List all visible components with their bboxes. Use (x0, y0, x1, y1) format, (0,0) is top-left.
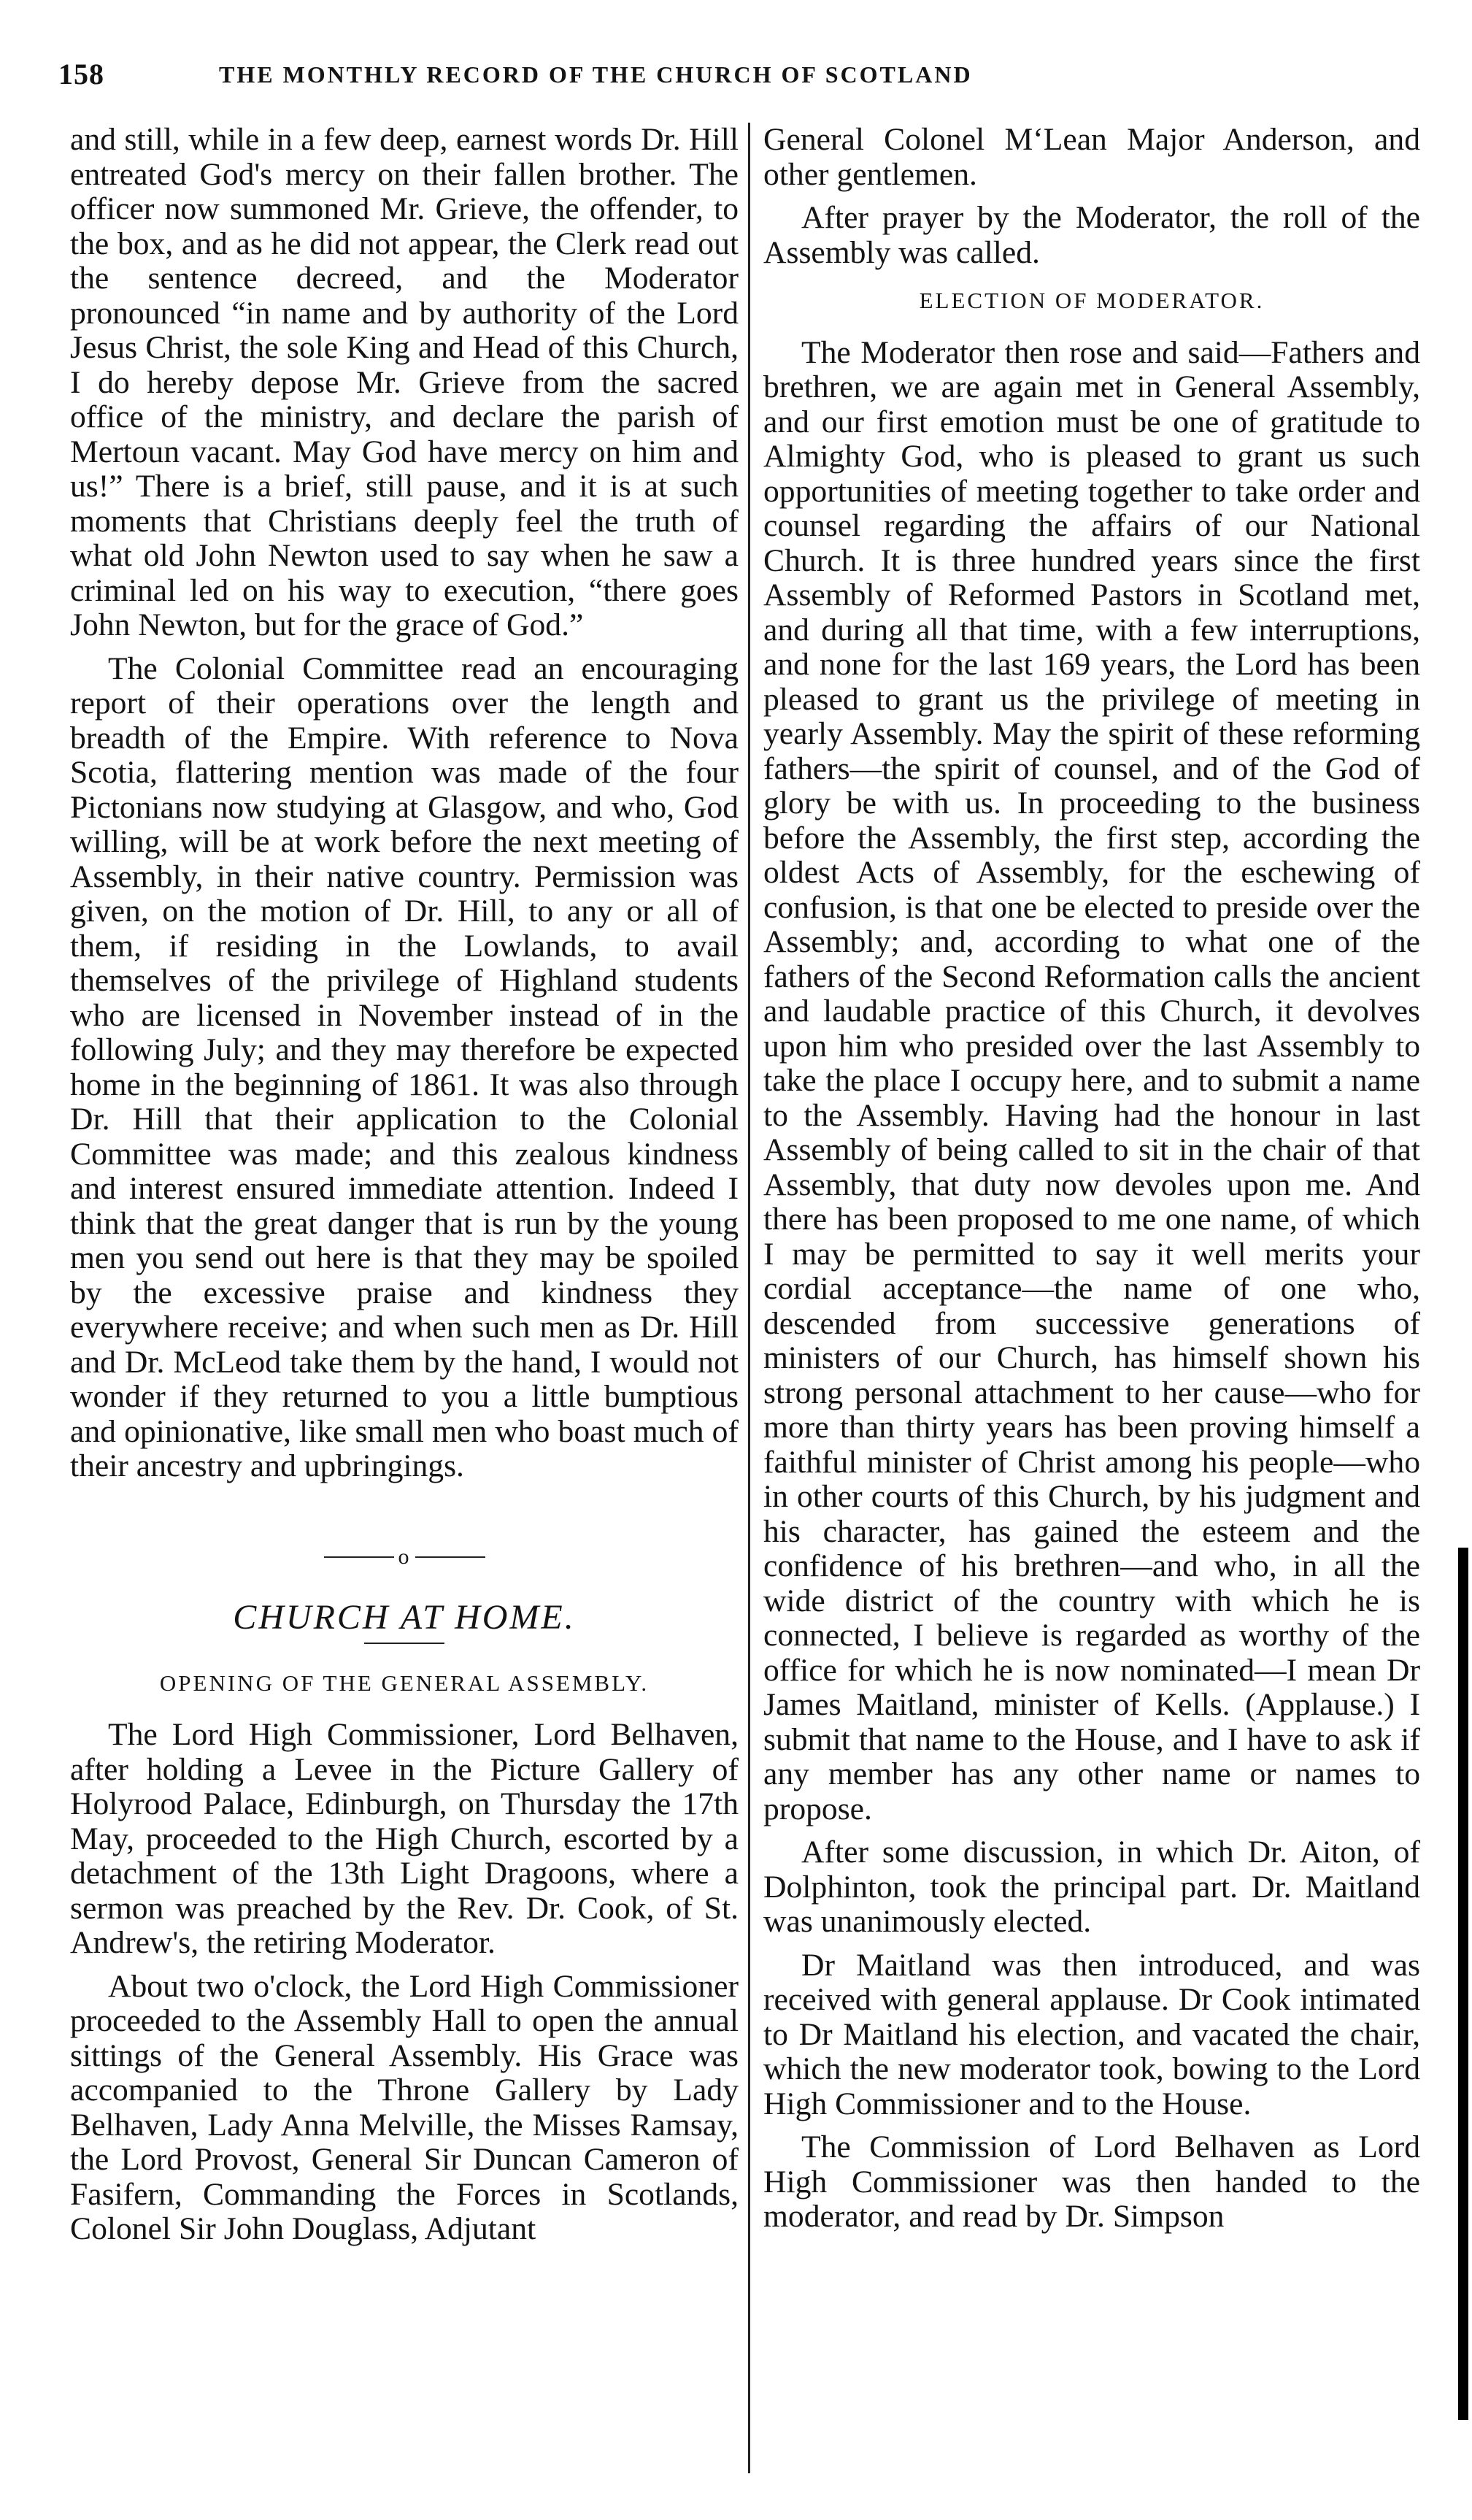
section-heading-election: ELECTION OF MODERATOR. (919, 288, 1265, 313)
right-column (763, 123, 1420, 2243)
section-heading-opening: OPENING OF THE GENERAL ASSEMBLY. (159, 1670, 650, 1696)
binding-edge-shadow (1458, 1548, 1468, 2420)
right-paragraph-1: General Colonel M‘Lean Major Anderson, and other gentlemen. (763, 122, 1420, 192)
department-heading: CHURCH AT HOME. (233, 1598, 576, 1637)
left-paragraph-1: and still, while in a few deep, earnest words Dr. Hill entreated God's mercy on their fallen brother. The officer now summoned Mr. Grieve, the offender, to the box, and as he did not appear, the Clerk read out the sentence decreed, and the Moderator pronounced “in name and by authority of the Lord Jesus Christ, the sole King and Head of this Church, I do hereby depose Mr. Grieve from the sacred office of the ministry, and declare the parish of Mertoun vacant. May God have mercy on him and us!” There is a brief, still pause, and it is at such moments that Christians deeply feel the truth of what old John Newton used to say when he saw a criminal led on his way to execution, “there goes John Newton, but for the grace of God.” (70, 122, 739, 642)
section-divider (70, 1538, 739, 1575)
column-rule (748, 123, 750, 2473)
left-column (70, 123, 739, 2256)
divider-line-left (324, 1556, 394, 1558)
right-paragraph-6: The Commission of Lord Belhaven as Lord High Commissioner was then handed to the moderator, and read by Dr. Simpson (763, 2129, 1420, 2234)
divider-line-right (415, 1556, 485, 1558)
right-paragraph-2: After prayer by the Moderator, the roll of the Assembly was called. (763, 200, 1420, 270)
department-underline (364, 1643, 444, 1644)
right-paragraph-3: The Moderator then rose and said—Fathers and brethren, we are again met in General Assembly, and our first emotion must be one of gratitude to Almighty God, who is pleased to grant us such opportunities of meeting together to take order and counsel regarding the affairs of our National Church. It is three hundred years since the first Assembly of Reformed Pastors in Scotland met, and during all that time, with a few interruptions, and none for the last 169 years, the Lord has been pleased to grant us the privilege of meeting in yearly Assembly. May the spirit of these reforming fathers—the spirit of counsel, and of the God of glory be with us. In proceeding to the business before the Assembly, the first step, according the oldest Acts of Assembly, for the eschewing of confusion, is that one be elected to preside over the Assembly; and, according to what one of the fathers of the Second Reformation calls the ancient and laudable practice of this Church, it devolves upon him who presided over the last Assembly to take the place I occupy here, and to submit a name to the Assembly. Having had the honour in last Assembly of being called to sit in the chair of that Assembly, that duty now devoles upon me. And there has been proposed to me one name, of which I may be permitted to say it well merits your cordial acceptance—the name of one who, descended from successive generations of ministers of our Church, has himself shown his strong personal attachment to her cause—who for more than thirty years has been proving himself a faithful minister of Christ among his people—who in other courts of this Church, by his judgment and his character, has gained the esteem and the confidence of his brethren—and who, in all the wide district of the country with which he is connected, I believe is regarded as worthy of the office for which he is now nominated—I mean Dr James Maitland, minister of Kells. (Applause.) I submit that name to the House, and I have to ask if any member has any other name or names to propose. (763, 334, 1420, 1826)
divider-ornament: o (398, 1544, 411, 1569)
left-paragraph-4: About two o'clock, the Lord High Commissioner proceeded to the Assembly Hall to open the annual sittings of the General Assembly. His Grace was accompanied to the Throne Gallery by Lady Belhaven, Lady Anna Melville, the Misses Ramsay, the Lord Provost, General Sir Duncan Cameron of Fasifern, Commanding the Forces in Scotlands, Colonel Sir John Douglass, Adjutant (70, 1968, 739, 2247)
running-head: THE MONTHLY RECORD OF THE CHURCH OF SCOTLAND (219, 61, 973, 88)
right-paragraph-5: Dr Maitland was then introduced, and was received with general applause. Dr Cook intimated to Dr Maitland his election, and vacated the chair, which the new moderator took, bowing to the Lord High Commissioner and to the House. (763, 1947, 1420, 2121)
left-paragraph-3: The Lord High Commissioner, Lord Belhaven, after holding a Levee in the Picture Gallery of Holyrood Palace, Edinburgh, on Thursday the 17th May, proceeded to the High Church, escorted by a detachment of the 13th Light Dragoons, where a sermon was preached by the Rev. Dr. Cook, of St. Andrew's, the retiring Moderator. (70, 1717, 739, 1961)
page-number: 158 (58, 58, 104, 91)
left-paragraph-2: The Colonial Committee read an encouraging report of their operations over the length and breadth of the Empire. With reference to Nova Scotia, flattering mention was made of the four Pictonians now studying at Glasgow, and who, God willing, will be at work before the next meeting of Assembly, in their native country. Permission was given, on the motion of Dr. Hill, to any or all of them, if residing in the Lowlands, to avail themselves of the privilege of Highland students who are licensed in November instead of in the following July; and they may therefore be expected home in the beginning of 1861. It was also through Dr. Hill that their application to the Colonial Committee was made; and this zealous kindness and interest ensured immediate attention. Indeed I think that the great danger that is run by the young men you send out here is that they may be spoiled by the excessive praise and kindness they everywhere receive; and when such men as Dr. Hill and Dr. McLeod take them by the hand, I would not wonder if they returned to you a little bumptious and opinionative, like small men who boast much of their ancestry and upbringings. (70, 650, 739, 1483)
right-paragraph-4: After some discussion, in which Dr. Aiton, of Dolphinton, took the principal part. Dr. Maitland was unanimously elected. (763, 1835, 1420, 1939)
